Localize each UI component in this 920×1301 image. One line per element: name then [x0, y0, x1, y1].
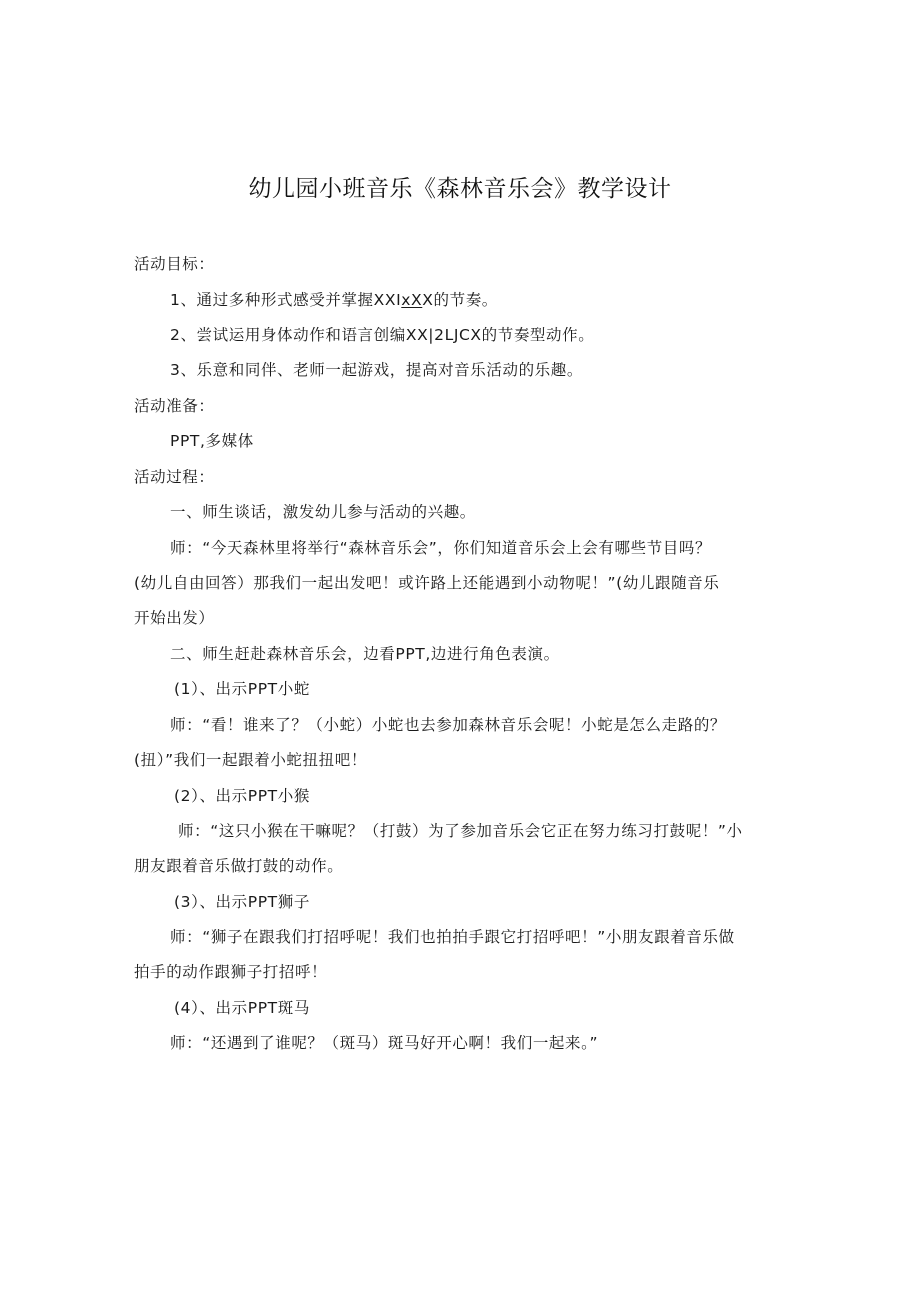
sub-3-line-1: 师：“狮子在跟我们打招呼呢！我们也拍拍手跟它打招呼吧！”小朋友跟着音乐做 — [170, 928, 735, 946]
step-1-heading: 一、师生谈话，激发幼儿参与活动的兴趣。 — [170, 503, 476, 521]
sub-2-line-1: 师：“这只小猴在干嘛呢？（打鼓）为了参加音乐会它正在努力练习打鼓呢！”小 — [178, 822, 743, 840]
sub-4-line-1: 师：“还遇到了谁呢？（斑马）斑马好开心啊！我们一起来。” — [170, 1034, 599, 1052]
sub-1-line-1: 师：“看！谁来了？（小蛇）小蛇也去参加森林音乐会呢！小蛇是怎么走路的？ — [170, 716, 727, 734]
goal-1-underlined: xX — [401, 291, 423, 309]
prep-text: PPT,多媒体 — [170, 432, 254, 450]
sub-2-heading: (2）、出示PPT小猴 — [174, 787, 310, 805]
sub-4-heading: (4）、出示PPT斑马 — [174, 999, 310, 1017]
goal-1-text: 1、通过多种形式感受并掌握XXI — [170, 291, 402, 309]
sub-3-heading: (3）、出示PPT狮子 — [174, 893, 310, 911]
goals-heading: 活动目标： — [134, 255, 215, 273]
step-1-paragraph-line-3: 开始出发） — [134, 609, 215, 627]
step-1-paragraph-line-1: 师：“今天森林里将举行“森林音乐会”，你们知道音乐会上会有哪些节目吗？ — [170, 539, 712, 557]
goal-3: 3、乐意和同伴、老师一起游戏，提高对音乐活动的乐趣。 — [170, 361, 583, 379]
document-title: 幼儿园小班音乐《森林音乐会》教学设计 — [248, 176, 672, 202]
goal-1 — [170, 290, 498, 310]
sub-2-line-2: 朋友跟着音乐做打鼓的动作。 — [134, 857, 344, 875]
step-1-paragraph-line-2: (幼儿自由回答）那我们一起出发吧！或许路上还能遇到小动物呢！”(幼儿跟随音乐 — [134, 574, 720, 592]
goal-1-tail: X的节奏。 — [422, 291, 498, 309]
goal-2: 2、尝试运用身体动作和语言创编XX|2LJCX的节奏型动作。 — [170, 326, 595, 344]
sub-1-line-2: (扭）”我们一起跟着小蛇扭扭吧！ — [134, 751, 367, 769]
step-2-heading: 二、师生赶赴森林音乐会，边看PPT,边进行角色表演。 — [170, 645, 560, 663]
sub-3-line-2: 拍手的动作跟狮子打招呼！ — [134, 963, 328, 981]
process-heading: 活动过程： — [134, 468, 215, 486]
prep-heading: 活动准备： — [134, 397, 215, 415]
sub-1-heading: (1）、出示PPT小蛇 — [174, 680, 310, 698]
